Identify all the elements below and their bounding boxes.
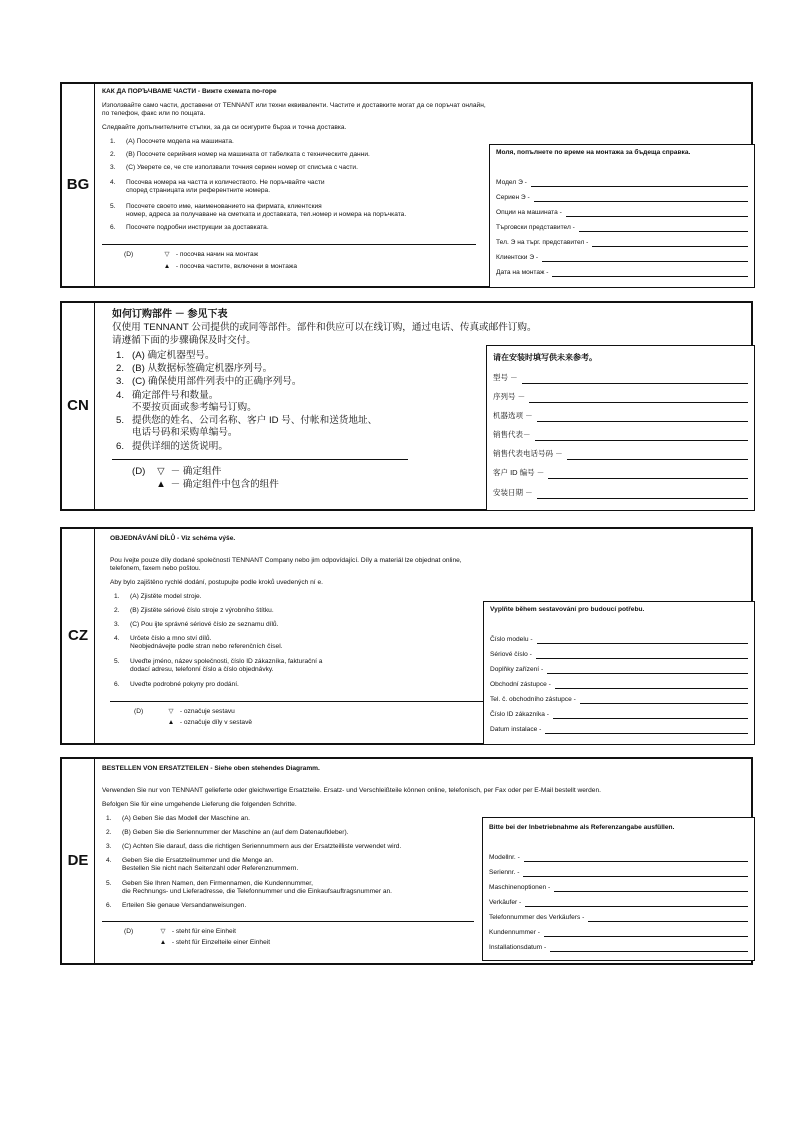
field-label: Číslo ID zákazníka -: [490, 711, 549, 718]
step-number: 4.: [114, 635, 120, 642]
legend-assembly: [164, 708, 235, 716]
field-label: 客户 ID 编号 －: [493, 468, 545, 477]
step-number: 5.: [114, 658, 120, 665]
divider: [102, 921, 474, 922]
field-line[interactable]: [552, 276, 748, 277]
field-line[interactable]: [542, 261, 748, 262]
divider: [102, 244, 476, 245]
field-customer-id[interactable]: [493, 467, 748, 479]
field-label: Doplňky zařízení -: [490, 666, 544, 673]
step-3: [110, 164, 358, 172]
field-label: Verkäufer -: [489, 899, 522, 906]
step-3: [116, 376, 302, 388]
field-line[interactable]: [522, 383, 748, 384]
section-content: [102, 303, 751, 509]
legend-d-label: (D): [124, 928, 134, 935]
field-line[interactable]: [555, 688, 748, 689]
intro-text: telefonem, faxem nebo poštou.: [110, 565, 201, 572]
field-serial[interactable]: [496, 194, 748, 202]
field-line[interactable]: [548, 478, 748, 479]
step-number: 1.: [110, 138, 116, 145]
legend-d-label: (D): [132, 466, 146, 477]
open-triangle-icon: ▽: [164, 251, 170, 258]
field-line[interactable]: [537, 643, 748, 644]
field-label: Kundennummer -: [489, 929, 540, 936]
field-line[interactable]: [550, 951, 748, 952]
step-text: Uveďte jméno, název společnosti, číslo ID zákazníka, fakturační a: [130, 658, 323, 665]
field-line[interactable]: [524, 861, 748, 862]
step-3: [106, 843, 402, 851]
field-customer-id[interactable]: [496, 254, 748, 262]
legend-assembly: [160, 251, 258, 259]
language-code: CZ: [62, 529, 95, 743]
step-number: 2.: [110, 151, 116, 158]
step-4: [106, 857, 299, 872]
step-text: (C) Achten Sie darauf, dass die richtigen Seriennummern aus der Ersatzteilliste verwendet wird.: [122, 843, 402, 850]
step-text: Geben Sie Ihren Namen, den Firmennamen, die Kundennummer,: [122, 880, 313, 887]
section-content: [102, 84, 751, 286]
step-2: [106, 829, 349, 837]
field-serial[interactable]: [489, 869, 748, 877]
filled-triangle-icon: ▲: [156, 479, 166, 490]
field-sales-rep-phone[interactable]: [496, 239, 748, 247]
field-line[interactable]: [580, 703, 748, 704]
field-options[interactable]: [490, 666, 748, 674]
legend: [134, 708, 143, 716]
step-text: Erteilen Sie genaue Versandanweisungen.: [122, 902, 247, 909]
field-line[interactable]: [531, 186, 748, 187]
field-label: Datum instalace -: [490, 726, 542, 733]
step-text: 提供详细的送货说明。: [132, 441, 228, 452]
field-line[interactable]: [523, 876, 748, 877]
step-text: Посочва номера на частта и количеството. Не поръчвайте части: [126, 179, 325, 186]
step-5: [116, 415, 378, 438]
reference-box: [482, 817, 755, 961]
field-line[interactable]: [579, 231, 748, 232]
language-code: CN: [62, 303, 95, 509]
intro-text: по телефон, факс или по пощата.: [102, 110, 206, 117]
reference-title: Bitte bei der Inbetriebnahme als Referenzangabe ausfüllen.: [489, 824, 675, 831]
step-text: (B) Zjistěte sériové číslo stroje z výrobního štítku.: [130, 607, 274, 614]
field-label: 销售代表电话号码 －: [493, 449, 563, 458]
step-4: [114, 635, 283, 650]
step-number: 1.: [106, 815, 112, 822]
field-sales-rep-phone[interactable]: [490, 696, 748, 704]
legend-text: － 确定组件: [170, 466, 222, 477]
legend-text: - označuje díly v sestavě: [179, 719, 253, 726]
field-label: Дата на монтаж -: [496, 269, 549, 276]
legend-text: - steht für eine Einheit: [171, 928, 236, 935]
section-title: OBJEDNÁVÁNÍ DÍLŮ - Viz schéma výše.: [110, 535, 236, 542]
step-text: 确定部件号和数量。: [132, 390, 219, 401]
step-text: (A) Zjistěte model stroje.: [130, 593, 202, 600]
step-number: 5.: [110, 203, 116, 210]
legend-parts: [156, 939, 270, 947]
field-model[interactable]: [489, 854, 748, 862]
step-1: [116, 350, 215, 362]
intro-text: Pou ívejte pouze díly dodané společností TENNANT Company nebo jim odpovídající. Díly a materiál lze objednat online,: [110, 557, 462, 564]
field-label: 销售代表－: [493, 430, 531, 439]
filled-triangle-icon: ▲: [167, 719, 175, 726]
step-text: (B) Geben Sie die Seriennummer der Maschine an (auf dem Datenaufkleber).: [122, 829, 349, 836]
legend-assembly: [156, 928, 236, 936]
legend-parts: [164, 719, 252, 727]
field-sales-rep[interactable]: [490, 681, 748, 689]
field-label: Installationsdatum -: [489, 944, 547, 951]
intro-text: 仅使用 TENNANT 公司提供的或同等部件。部件和供应可以在线订购，通过电话、传真或邮件订购。: [112, 322, 537, 333]
legend-text: － 确定组件中包含的组件: [170, 479, 279, 490]
field-label: Сериен Э -: [496, 194, 530, 201]
field-line[interactable]: [535, 440, 749, 441]
open-triangle-icon: ▽: [168, 708, 174, 715]
intro-text: Befolgen Sie für eine umgehende Lieferung die folgenden Schritte.: [102, 801, 297, 808]
step-1: [110, 138, 234, 146]
step-text: (C) Pou ijte správné sériové číslo ze seznamu dílů.: [130, 621, 279, 628]
step-number: 6.: [116, 441, 125, 452]
field-line[interactable]: [537, 421, 748, 422]
open-triangle-icon: ▽: [160, 928, 166, 935]
field-line[interactable]: [529, 402, 748, 403]
field-label: Клиентски Э -: [496, 254, 539, 261]
legend: [124, 928, 133, 936]
step-number: 5.: [116, 415, 125, 426]
step-4: [116, 390, 257, 413]
intro-text: Aby bylo zajištěno rychlé dodání, postupujte podle kroků uvedených ní e.: [110, 579, 323, 586]
intro-text: Verwenden Sie nur von TENNANT gelieferte oder gleichwertige Ersatzteile. Ersatz- und Verschleißteile können online, telefonisch, per Fax oder per E-Mail bestellt werden.: [102, 787, 601, 794]
divider: [110, 701, 490, 702]
field-options[interactable]: [493, 410, 748, 422]
legend-text: - steht für Einzelteile einer Einheit: [171, 939, 271, 946]
step-text-line2: според страницата или референтните номера.: [126, 187, 271, 194]
reference-title: 请在安装时填写供未来参考。: [493, 353, 597, 362]
legend-parts: [160, 263, 297, 271]
field-customer-id[interactable]: [489, 929, 748, 937]
field-line[interactable]: [566, 216, 748, 217]
field-customer-id[interactable]: [490, 711, 748, 719]
legend-text: - посочва начин на монтаж: [175, 251, 259, 258]
step-number: 2.: [114, 607, 120, 614]
step-text: (A) Посочете модела на машината.: [126, 138, 234, 145]
field-label: Тел. Э на търг. представител -: [496, 239, 589, 246]
step-number: 1.: [114, 593, 120, 600]
step-number: 2.: [106, 829, 112, 836]
step-number: 2.: [116, 363, 125, 374]
field-sales-rep[interactable]: [489, 899, 748, 907]
step-number: 6.: [114, 681, 120, 688]
field-serial[interactable]: [490, 651, 748, 659]
step-3: [114, 621, 279, 629]
field-label: Maschinenoptionen -: [489, 884, 551, 891]
reference-title: Vyplňte během sestavování pro budoucí potřebu.: [490, 606, 645, 613]
legend-d-label: (D): [134, 708, 144, 715]
intro-text: 请遵循下面的步骤确保及时交付。: [112, 335, 256, 346]
field-model[interactable]: [496, 179, 748, 187]
step-text: Určete číslo a mno ství dílů.: [130, 635, 212, 642]
field-sales-rep-phone[interactable]: [493, 448, 748, 460]
field-line[interactable]: [567, 459, 748, 460]
field-sales-rep-phone[interactable]: [489, 914, 748, 922]
field-install-date[interactable]: [493, 487, 748, 499]
step-6: [110, 224, 269, 232]
section-title: 如何订购部件 － 参见下表: [112, 309, 228, 320]
field-line[interactable]: [536, 658, 748, 659]
divider: [112, 459, 408, 460]
step-text-line2: die Rechnungs- und Lieferadresse, die Telefonnummer und die Einkaufsauftragsnummer an.: [122, 888, 393, 895]
section-content: [102, 759, 751, 963]
field-sales-rep[interactable]: [496, 224, 748, 232]
step-2: [110, 151, 370, 159]
field-options[interactable]: [489, 884, 748, 892]
step-number: 3.: [114, 621, 120, 628]
field-label: Telefonnummer des Verkäufers -: [489, 914, 585, 921]
step-text: (B) 从数据标签确定机器序列号。: [132, 363, 273, 374]
step-text-line2: Bestellen Sie nicht nach Seitenzahl oder Referenznummern.: [122, 865, 299, 872]
field-label: Модел Э -: [496, 179, 527, 186]
step-number: 4.: [106, 857, 112, 864]
filled-triangle-icon: ▲: [159, 939, 167, 946]
step-2: [116, 363, 273, 375]
section-title: BESTELLEN VON ERSATZTEILEN - Siehe oben stehendes Diagramm.: [102, 765, 320, 772]
intro-text: Следвайте допълнителните стъпки, за да си осигурите бърза и точна доставка.: [102, 124, 347, 131]
legend-parts: [154, 479, 279, 491]
reference-box: [489, 144, 755, 288]
step-5: [110, 203, 407, 218]
field-line[interactable]: [545, 733, 748, 734]
step-number: 5.: [106, 880, 112, 887]
section-cn: [60, 301, 753, 511]
legend-text: - označuje sestavu: [179, 708, 235, 715]
step-6: [106, 902, 247, 910]
step-number: 6.: [110, 224, 116, 231]
legend-d-label: (D): [124, 251, 134, 258]
section-title: КАК ДА ПОРЪЧВАМЕ ЧАСТИ - Вижте схемата по-горе: [102, 88, 277, 95]
section-bg: [60, 82, 753, 288]
field-install-date[interactable]: [490, 726, 748, 734]
step-text: 提供您的姓名、公司名称、客户 ID 号、付帐和送货地址、: [132, 415, 378, 426]
section-content: [102, 529, 751, 743]
legend-assembly: [154, 466, 221, 478]
field-line[interactable]: [544, 936, 748, 937]
step-number: 3.: [110, 164, 116, 171]
step-text: Посочете подробни инструкции за доставката.: [126, 224, 269, 231]
step-5: [106, 880, 393, 895]
field-label: Obchodní zástupce -: [490, 681, 551, 688]
field-label: Seriennr. -: [489, 869, 520, 876]
language-code: DE: [62, 759, 95, 963]
field-line[interactable]: [592, 246, 748, 247]
step-number: 3.: [106, 843, 112, 850]
open-triangle-icon: ▽: [157, 466, 165, 477]
reference-title: Моля, попълнете по време на монтажа за бъдеща справка.: [496, 149, 691, 156]
step-number: 1.: [116, 350, 125, 361]
step-text: Geben Sie die Ersatzteilnummer und die Menge an.: [122, 857, 274, 864]
step-number: 4.: [110, 179, 116, 186]
step-6: [116, 441, 228, 453]
step-number: 4.: [116, 390, 125, 401]
intro-text: Използвайте само части, доставени от TENNANT или техни еквиваленти. Частите и доставките могат да се поръчат онлайн,: [102, 102, 486, 109]
step-2: [114, 607, 274, 615]
field-model[interactable]: [493, 372, 748, 384]
field-install-date[interactable]: [496, 269, 748, 277]
field-label: Sériové číslo -: [490, 651, 532, 658]
step-text-line2: 电话号码和采购单编号。: [132, 427, 238, 438]
step-number: 6.: [106, 902, 112, 909]
step-text: Посочете своето име, наименованието на фирмата, клиентския: [126, 203, 322, 210]
field-serial[interactable]: [493, 391, 748, 403]
field-label: Tel. č. obchodního zástupce -: [490, 696, 576, 703]
field-model[interactable]: [490, 636, 748, 644]
step-4: [110, 179, 325, 194]
step-text: Uveďte podrobné pokyny pro dodání.: [130, 681, 239, 688]
field-label: Modellnr. -: [489, 854, 520, 861]
field-label: Търговски представител -: [496, 224, 575, 231]
language-code: BG: [62, 84, 95, 286]
field-label: 机器选项 －: [493, 411, 533, 420]
step-6: [114, 681, 239, 689]
field-install-date[interactable]: [489, 944, 748, 952]
field-sales-rep[interactable]: [493, 429, 748, 441]
step-text-line2: 不要按页面或参考编号订购。: [132, 402, 257, 413]
field-label: 型号 －: [493, 373, 518, 382]
step-number: 3.: [116, 376, 125, 387]
step-text-line2: dodací adresu, telefonní číslo a číslo objednávky.: [130, 666, 274, 673]
step-text: (A) Geben Sie das Modell der Maschine an.: [122, 815, 250, 822]
field-line[interactable]: [534, 201, 748, 202]
field-options[interactable]: [496, 209, 748, 217]
step-text-line2: Neobjednávejte podle stran nebo referenčních čísel.: [130, 643, 283, 650]
step-5: [114, 658, 323, 673]
step-1: [114, 593, 202, 601]
step-1: [106, 815, 250, 823]
field-line[interactable]: [553, 718, 748, 719]
field-label: Číslo modelu -: [490, 636, 533, 643]
step-text: (C) 确保使用部件列表中的正确序列号。: [132, 376, 302, 387]
step-text: (B) Посочете серийния номер на машината от табелката с техническите данни.: [126, 151, 370, 158]
field-line[interactable]: [525, 906, 748, 907]
field-label: Опции на машината -: [496, 209, 562, 216]
reference-box: [486, 345, 755, 511]
field-line[interactable]: [537, 498, 748, 499]
legend: [132, 466, 145, 478]
filled-triangle-icon: ▲: [163, 263, 171, 270]
step-text: (A) 确定机器型号。: [132, 350, 215, 361]
step-text: (C) Уверете се, че сте използвали точния сериен номер от списъка с части.: [126, 164, 358, 171]
section-cz: [60, 527, 753, 745]
legend-text: - посочва частите, включени в монтажа: [175, 263, 297, 270]
step-text-line2: номер, адреса за получаване на сметката и доставката, тел.номер и номера на поръчката.: [126, 211, 407, 218]
field-line[interactable]: [547, 673, 748, 674]
field-line[interactable]: [554, 891, 748, 892]
reference-box: [483, 601, 755, 745]
legend: [124, 251, 133, 259]
field-label: 序列号 －: [493, 392, 526, 401]
field-line[interactable]: [588, 921, 748, 922]
field-label: 安装日期 －: [493, 488, 533, 497]
section-de: [60, 757, 753, 965]
